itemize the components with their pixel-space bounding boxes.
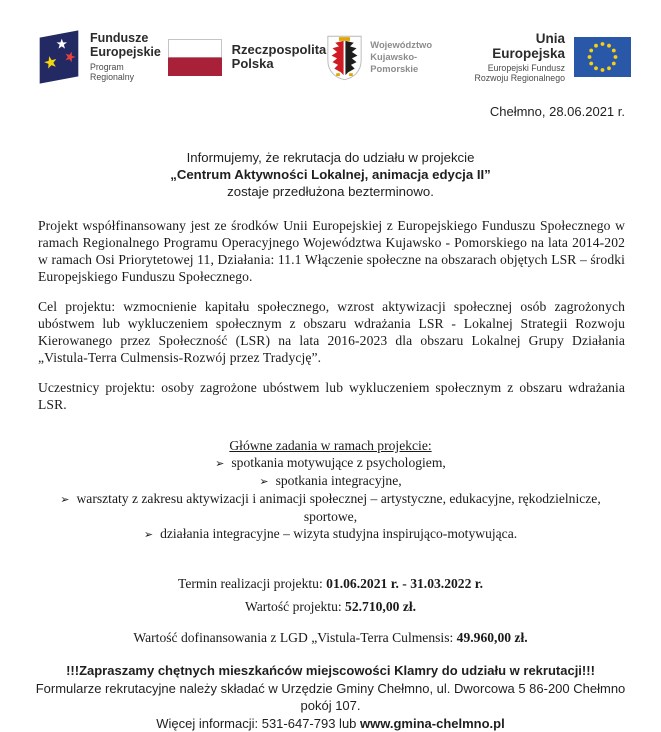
unia-europejska-label: [462, 31, 565, 84]
project-funding-value: 49.960,00 zł.: [456, 630, 528, 645]
project-funding-line: [0, 629, 661, 646]
tasks-heading: Główne zadania w ramach projekcie:: [229, 438, 432, 453]
logo-fundusze-europejskie: [36, 28, 168, 86]
more-info-line: [20, 715, 641, 732]
task-item: [0, 472, 661, 490]
task-item: [0, 490, 661, 525]
project-details: [0, 575, 661, 646]
task-item-text: spotkania integracyjne,: [275, 473, 402, 488]
fe-name-line1: Fundusze: [90, 31, 149, 45]
project-term-line: [0, 575, 661, 592]
task-item-text: działania integracyjne – wizyta studyjna inspirująco-motywująca.: [160, 526, 518, 541]
arrow-bullet-icon: ➢: [215, 457, 225, 470]
task-item: [0, 454, 661, 472]
invitation-line: !!!Zapraszamy chętnych mieszkańców miejscowości Klamry do udziału w rekrutacji!!!: [66, 663, 595, 678]
task-item-text: spotkania motywujące z psychologiem,: [231, 455, 446, 470]
more-info-label: Więcej informacji: 531-647-793 lub: [156, 715, 361, 731]
eu-subtitle-line2: Rozwoju Regionalnego: [474, 73, 565, 83]
fundusze-europejskie-flag-icon: [36, 28, 82, 86]
logo-unia-europejska: [462, 31, 631, 84]
tasks-section: [0, 437, 661, 543]
arrow-bullet-icon: ➢: [259, 475, 269, 488]
logo-strip: [0, 0, 661, 86]
announcement-project-title: „Centrum Aktywności Lokalnej, animacja edycja II”: [170, 167, 491, 182]
wojewodztwo-label: [370, 39, 462, 75]
fundusze-europejskie-label: [90, 32, 168, 82]
project-term-label: Termin realizacji projektu:: [178, 576, 327, 591]
website-link[interactable]: www.gmina-chelmno.pl: [360, 715, 505, 731]
announcement-block: [0, 149, 661, 200]
announcement-line1: Informujemy, że rekrutacja do udziału w projekcie: [186, 150, 475, 165]
forms-line2: pokój 107.: [300, 698, 361, 713]
logo-rzeczpospolita-polska: [168, 39, 327, 76]
task-item-text: warsztaty z zakresu aktywizacji i animacji społecznej – artystyczne, edukacyjne, rękodzielnicze, sportowe,: [76, 491, 601, 524]
kp-name-line2: Kujawsko-Pomorskie: [370, 51, 419, 74]
rzeczpospolita-polska-label: [232, 43, 327, 72]
eu-name: Unia Europejska: [492, 30, 565, 61]
project-value-line: [0, 598, 661, 615]
paragraph-goal: Cel projektu: wzmocnienie kapitału społecznego, wzrost aktywizacji społecznej osób zagrożonych ubóstwem lub wykluczeniem społecznym z obszaru wdrażania LSR - Lokalnej Strategii Rozwoju Kierowanego przez Społeczność (LSR) na lata 2016-2023 dla obszaru Lokalnej Grupy Działania „Vistula-Terra Culmensis-Rozwój przez Tradycję”.: [38, 299, 625, 365]
paragraph-participants: Uczestnicy projektu: osoby zagrożone ubóstwem lub wykluczeniem społecznym z obszaru wdrażania LSR.: [38, 380, 625, 412]
rp-name-line1: Rzeczpospolita: [231, 41, 327, 57]
announcement-line3: zostaje przedłużona bezterminowo.: [227, 184, 434, 199]
paragraph-financing: Projekt współfinansowany jest ze środków Unii Europejskiej z Europejskiego Funduszu Społecznego w ramach Regionalnego Programu Operacyjnego Województwa Kujawsko - Pomorskiego na lata 2014-202 w ramach Osi Priorytetowej 11, Działania: 11.1 Włączenie społeczne na obszarach objętych LSR – środki Europejskiego Funduszu Społecznego.: [38, 218, 625, 284]
footer-block: [0, 662, 661, 732]
arrow-bullet-icon: ➢: [143, 528, 154, 541]
fe-name-line2: Europejskie: [90, 44, 161, 59]
task-item: [0, 525, 661, 543]
project-value-value: 52.710,00 zł.: [345, 599, 417, 614]
rp-name-line2: Polska: [231, 56, 274, 71]
poland-flag-icon: [168, 39, 222, 76]
kp-name-line1: Województwo: [370, 39, 433, 50]
body-text: [0, 217, 661, 413]
eu-flag-icon: [574, 37, 631, 77]
project-term-value: 01.06.2021 r. - 31.03.2022 r.: [326, 576, 483, 591]
fe-subtitle: Program Regionalny: [90, 62, 135, 82]
kujawsko-pomorskie-crest-icon: [326, 34, 363, 81]
eu-subtitle-line1: Europejski Fundusz: [487, 62, 565, 73]
logo-wojewodztwo-kujawsko-pomorskie: [326, 34, 462, 81]
project-value-label: Wartość projektu:: [244, 599, 346, 614]
arrow-bullet-icon: ➢: [60, 493, 70, 506]
date-line: Chełmno, 28.06.2021 r.: [489, 104, 625, 119]
project-funding-label: Wartość dofinansowania z LGD „Vistula-Terra Culmensis:: [133, 630, 457, 645]
forms-line1: Formularze rekrutacyjne należy składać w Urzędzie Gminy Chełmno, ul. Dworcowa 5 86-200 Chełmno: [35, 680, 626, 696]
